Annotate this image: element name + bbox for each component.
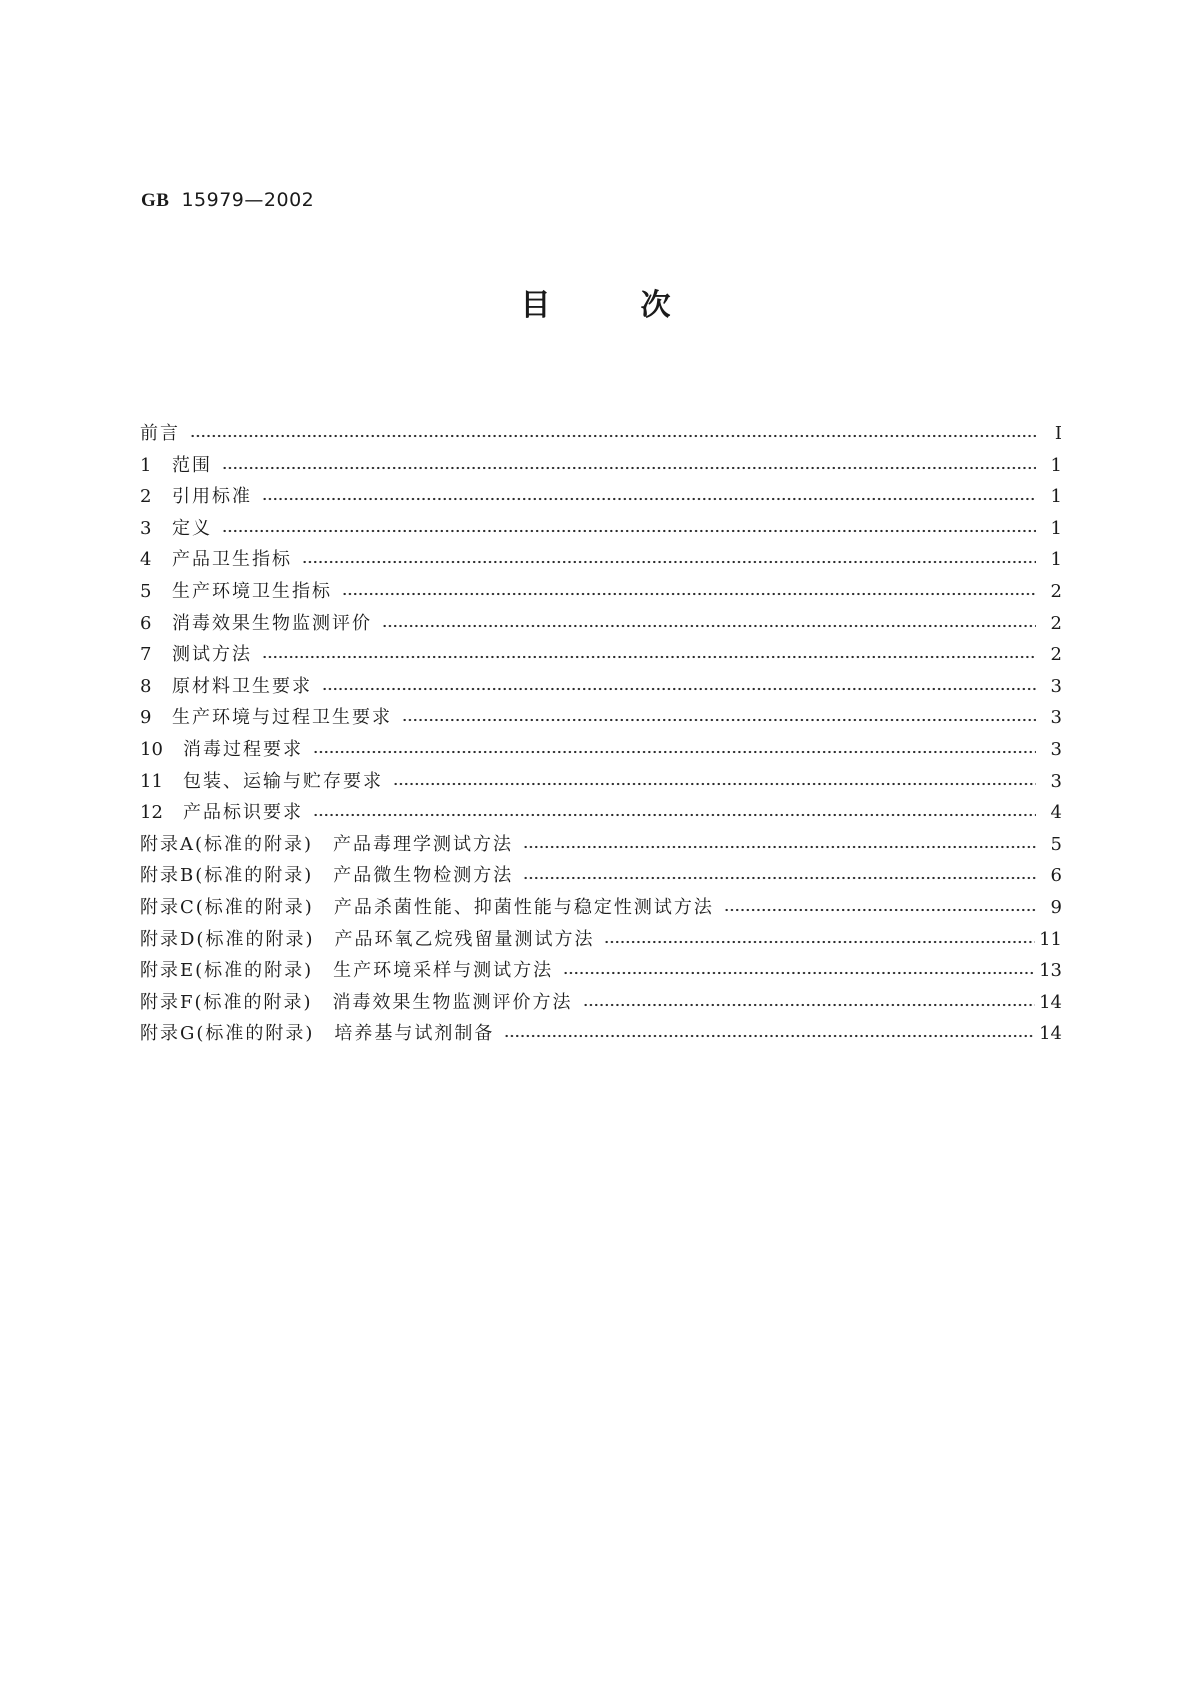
title-char-1: 目 [520,288,551,323]
toc-entry-number: 7 [140,644,152,666]
toc-entry-number: 2 [140,486,152,508]
toc-entry[interactable] [140,640,1062,672]
toc-entry-label: 范围 [172,454,212,476]
toc-entry[interactable] [140,672,1062,704]
toc-entry-page: I [1054,423,1062,444]
dot-leader [393,772,1036,790]
toc-entry-label: 引用标准 [172,486,252,508]
table-of-contents [140,419,1062,1051]
toc-entry[interactable] [140,798,1062,830]
toc-entry-label: 产品卫生指标 [172,549,292,571]
toc-entry-number: 10 [140,738,163,760]
dot-leader [222,456,1036,474]
toc-entry-number: 9 [140,707,152,729]
toc-entry-page: 2 [1050,580,1062,602]
toc-entry-label: 生产环境卫生指标 [172,580,332,602]
toc-entry-page: 11 [1039,928,1062,950]
toc-entry-page: 9 [1050,896,1062,918]
toc-entry-number: 5 [140,580,152,602]
toc-entry-page: 6 [1050,865,1062,887]
dot-leader [523,835,1036,853]
dot-leader [382,614,1036,632]
toc-entry-appendix[interactable] [140,861,1062,893]
toc-entry-appendix[interactable] [140,956,1062,988]
toc-entry[interactable] [140,577,1062,609]
toc-entry-number: 6 [140,612,152,634]
toc-entry-label: 定义 [172,517,212,539]
standard-prefix: GB [141,190,170,211]
dot-leader [313,803,1036,821]
toc-entry-label: 消毒效果生物监测评价 [172,612,372,634]
toc-entry-label: 消毒过程要求 [183,738,303,760]
page-title [0,280,1191,324]
toc-entry-label: 附录E(标准的附录) 生产环境采样与测试方法 [140,960,554,982]
toc-entry-label: 包装、运输与贮存要求 [183,770,383,792]
dot-leader [604,930,1035,948]
toc-entry-appendix[interactable] [140,988,1062,1020]
dot-leader [523,866,1036,884]
toc-entry-label: 附录A(标准的附录) 产品毒理学测试方法 [140,833,514,855]
dot-leader [190,424,1036,442]
title-char-2: 次 [640,288,671,323]
toc-entry-page: 5 [1050,833,1062,855]
toc-entry-appendix[interactable] [140,830,1062,862]
dot-leader [402,708,1036,726]
toc-entry-label: 附录F(标准的附录) 消毒效果生物监测评价方法 [140,991,573,1013]
toc-entry-label: 前言 [140,423,180,444]
toc-entry-label: 附录B(标准的附录) 产品微生物检测方法 [140,865,514,887]
toc-entry-label: 附录D(标准的附录) 产品环氧乙烷残留量测试方法 [140,928,595,950]
toc-entry-page: 2 [1050,644,1062,666]
toc-entry-page: 14 [1039,991,1062,1013]
toc-entry-page: 3 [1050,675,1062,697]
toc-entry-page: 2 [1050,612,1062,634]
dot-leader [583,993,1036,1011]
toc-entry-page: 1 [1050,517,1062,539]
toc-entry[interactable] [140,545,1062,577]
toc-entry[interactable] [140,482,1062,514]
toc-entry-label: 测试方法 [172,644,252,666]
toc-entry-number: 11 [140,770,163,792]
standard-number: 15979—2002 [181,189,315,211]
toc-entry-number: 1 [140,454,152,476]
dot-leader [302,550,1036,568]
toc-entry-number: 4 [140,549,152,571]
dot-leader [342,582,1036,600]
toc-entry[interactable] [140,767,1062,799]
toc-entry-label: 附录C(标准的附录) 产品杀菌性能、抑菌性能与稳定性测试方法 [140,896,714,918]
dot-leader [222,519,1036,537]
toc-entry-page: 13 [1039,960,1062,982]
toc-entry[interactable] [140,419,1062,451]
toc-entry-page: 3 [1050,770,1062,792]
dot-leader [313,740,1036,758]
dot-leader [262,487,1036,505]
toc-entry-appendix[interactable] [140,1019,1062,1051]
toc-entry-page: 14 [1039,1023,1062,1045]
toc-entry-appendix[interactable] [140,925,1062,957]
toc-entry[interactable] [140,703,1062,735]
toc-entry[interactable] [140,514,1062,546]
toc-entry-label: 生产环境与过程卫生要求 [172,707,392,729]
toc-entry-page: 1 [1050,549,1062,571]
dot-leader [262,645,1036,663]
dot-leader [724,898,1036,916]
standard-code [141,189,314,212]
dot-leader [504,1024,1035,1042]
toc-entry-page: 3 [1050,738,1062,760]
toc-entry-number: 3 [140,517,152,539]
toc-entry[interactable] [140,735,1062,767]
toc-entry-label: 产品标识要求 [183,802,303,824]
toc-entry-label: 原材料卫生要求 [172,675,312,697]
dot-leader [322,677,1036,695]
toc-entry-number: 12 [140,802,163,824]
toc-entry-page: 4 [1050,802,1062,824]
toc-entry-page: 3 [1050,707,1062,729]
toc-entry[interactable] [140,451,1062,483]
toc-entry-page: 1 [1050,486,1062,508]
toc-entry[interactable] [140,609,1062,641]
toc-entry-page: 1 [1050,454,1062,476]
toc-entry-appendix[interactable] [140,893,1062,925]
toc-entry-number: 8 [140,675,152,697]
dot-leader [563,961,1035,979]
toc-entry-label: 附录G(标准的附录) 培养基与试剂制备 [140,1023,495,1045]
